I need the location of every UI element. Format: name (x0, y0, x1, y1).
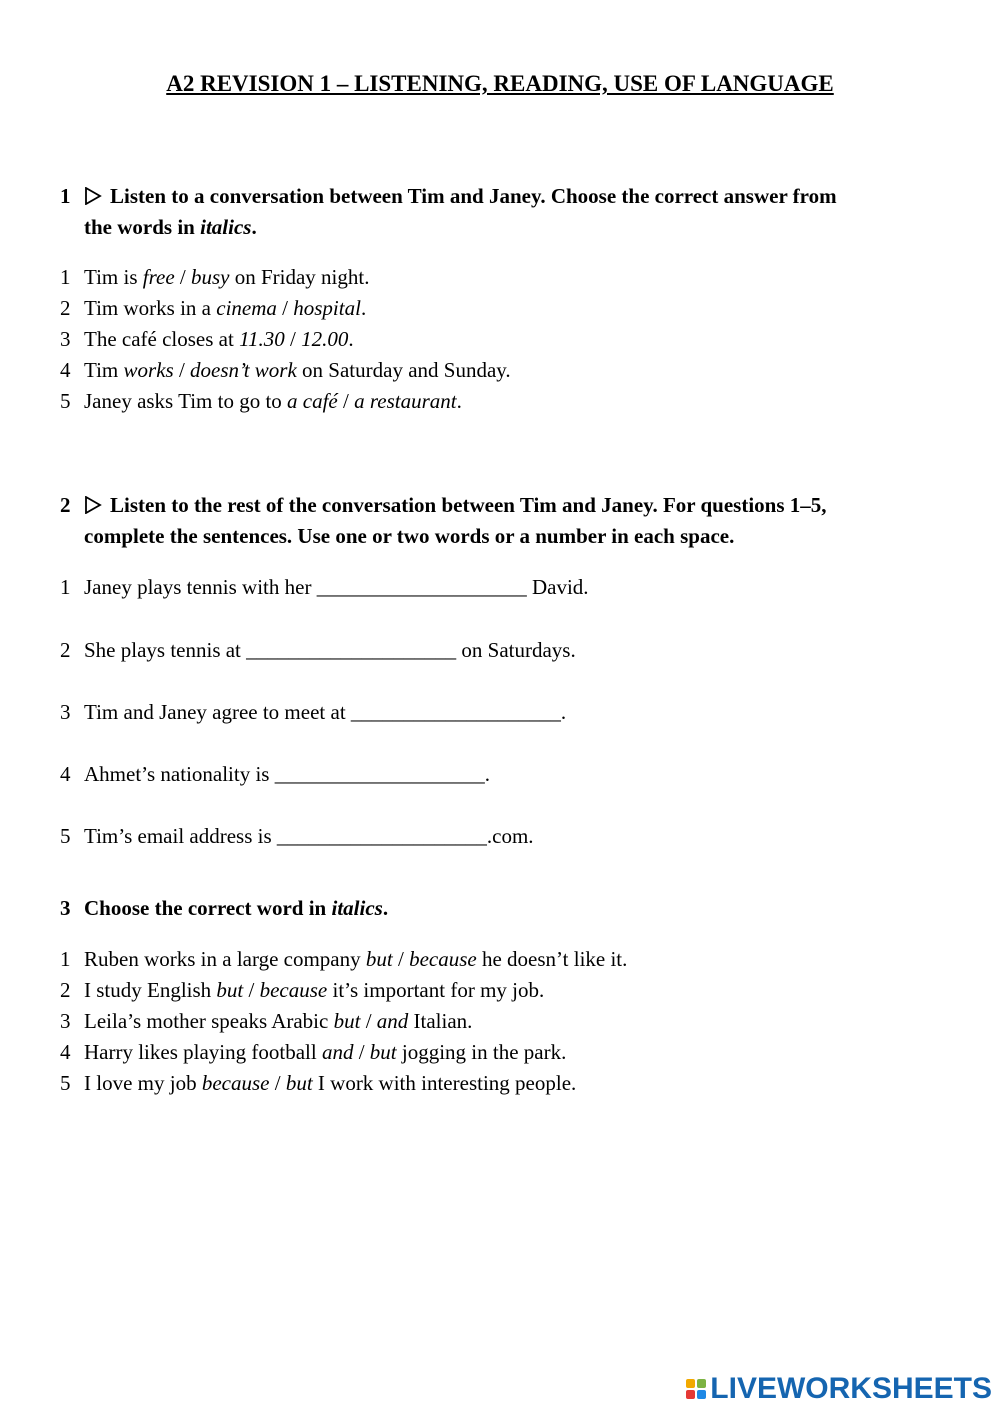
option-1: free (142, 265, 175, 289)
section3-instruction: Choose the correct word in (84, 896, 332, 920)
option-1: but (216, 978, 244, 1002)
item-number: 5 (60, 389, 71, 413)
item-number: 2 (60, 638, 71, 662)
list-item (60, 1037, 940, 1068)
list-item (60, 1068, 940, 1099)
section3-instruction-end: . (382, 896, 389, 920)
play-triangle-icon (84, 490, 110, 521)
section1-instruction-line1: Listen to a conversation between Tim and Janey. Choose the correct answer from (110, 184, 837, 208)
option-2: and (376, 1009, 409, 1033)
section3-instruction-italic: italics (331, 896, 383, 920)
option-1: 11.30 (239, 327, 285, 351)
brand-text: LIVEWORKSHEETS (710, 1372, 992, 1405)
option-2: hospital (293, 296, 361, 320)
option-1: a café (287, 389, 338, 413)
item-text: Janey asks Tim to go to (84, 389, 288, 413)
list-item (60, 324, 940, 355)
option-1: and (321, 1040, 354, 1064)
option-separator: / (353, 1040, 370, 1064)
item-number: 5 (60, 1071, 71, 1095)
section2-instruction-line1: Listen to the rest of the conversation between Tim and Janey. For questions 1–5, (110, 493, 827, 517)
section1-number: 1 (60, 184, 71, 208)
gap-fill-sentence: Tim and Janey agree to meet at ____________________. (84, 700, 567, 724)
item-text-end: on Friday night. (229, 265, 370, 289)
list-item (60, 944, 940, 975)
option-2: doesn’t work (190, 358, 297, 382)
item-text-end: I work with interesting people. (312, 1071, 577, 1095)
section1-instruction-end: . (251, 215, 257, 239)
item-number: 1 (60, 575, 71, 599)
option-1: but (333, 1009, 361, 1033)
option-separator: / (269, 1071, 286, 1095)
gap-fill-sentence: She plays tennis at ____________________ on Saturdays. (84, 638, 576, 662)
item-number: 4 (60, 1040, 71, 1064)
item-number: 3 (60, 1009, 71, 1033)
section3-number: 3 (60, 896, 71, 920)
item-text-end: . (456, 389, 462, 413)
option-separator: / (337, 389, 355, 413)
list-item (60, 759, 940, 790)
option-2: because (409, 947, 477, 971)
item-text: I love my job (84, 1071, 202, 1095)
option-1: works (123, 358, 174, 382)
option-2: because (259, 978, 328, 1002)
option-separator: / (173, 358, 191, 382)
item-number: 2 (60, 978, 71, 1002)
option-separator: / (392, 947, 410, 971)
list-item (60, 697, 940, 728)
item-text-end: he doesn’t like it. (476, 947, 628, 971)
item-number: 4 (60, 358, 71, 382)
item-number: 2 (60, 296, 71, 320)
item-text-end: jogging in the park. (396, 1040, 567, 1064)
list-item (60, 572, 940, 603)
option-2: busy (190, 265, 230, 289)
item-text-end: . (360, 296, 367, 320)
item-text: Leila’s mother speaks Arabic (84, 1009, 334, 1033)
item-text: Tim is (84, 265, 143, 289)
gap-fill-sentence: Tim’s email address is ____________________.com. (84, 824, 534, 848)
item-number: 1 (60, 947, 71, 971)
item-text-end: Italian. (408, 1009, 473, 1033)
item-text: The café closes at (84, 327, 240, 351)
section1-heading (60, 181, 940, 243)
brand-logo-icon (686, 1379, 706, 1399)
gap-fill-sentence: Ahmet’s nationality is ____________________. (84, 762, 490, 786)
section1-instruction-italic: italics (200, 215, 252, 239)
item-number: 3 (60, 700, 71, 724)
item-text-end: . (348, 327, 354, 351)
option-separator: / (360, 1009, 377, 1033)
section2-instruction-line2: complete the sentences. Use one or two words or a number in each space. (84, 524, 735, 548)
item-text: Harry likes playing football (84, 1040, 322, 1064)
section3-heading (60, 893, 940, 924)
item-text-end: on Saturday and Sunday. (296, 358, 511, 382)
list-item (60, 262, 940, 293)
section2-heading (60, 490, 940, 552)
item-text-end: it’s important for my job. (327, 978, 545, 1002)
option-separator: / (284, 327, 302, 351)
list-item (60, 635, 940, 666)
option-2: but (369, 1040, 397, 1064)
list-item (60, 975, 940, 1006)
item-text: Ruben works in a large company (84, 947, 366, 971)
section2-number: 2 (60, 493, 71, 517)
play-triangle-icon (84, 181, 110, 212)
option-separator: / (243, 978, 260, 1002)
item-number: 4 (60, 762, 71, 786)
item-number: 5 (60, 824, 71, 848)
item-text: Tim works in a (84, 296, 217, 320)
option-1: cinema (216, 296, 277, 320)
option-2: 12.00 (301, 327, 349, 351)
list-item (60, 821, 940, 852)
option-1: but (365, 947, 393, 971)
option-1: because (201, 1071, 270, 1095)
item-text: Tim (84, 358, 124, 382)
option-separator: / (276, 296, 294, 320)
option-2: but (285, 1071, 313, 1095)
gap-fill-sentence: Janey plays tennis with her ____________________ David. (84, 575, 589, 599)
list-item (60, 293, 940, 324)
item-text: I study English (84, 978, 217, 1002)
item-number: 1 (60, 265, 71, 289)
list-item (60, 386, 940, 417)
list-item (60, 1006, 940, 1037)
section1-instruction-line2: the words in (84, 215, 201, 239)
list-item (60, 355, 940, 386)
liveworksheets-brand (686, 1372, 992, 1406)
item-number: 3 (60, 327, 71, 351)
option-2: a restaurant (354, 389, 457, 413)
option-separator: / (174, 265, 191, 289)
page-title: A2 REVISION 1 – LISTENING, READING, USE OF LANGUAGE (166, 71, 834, 96)
